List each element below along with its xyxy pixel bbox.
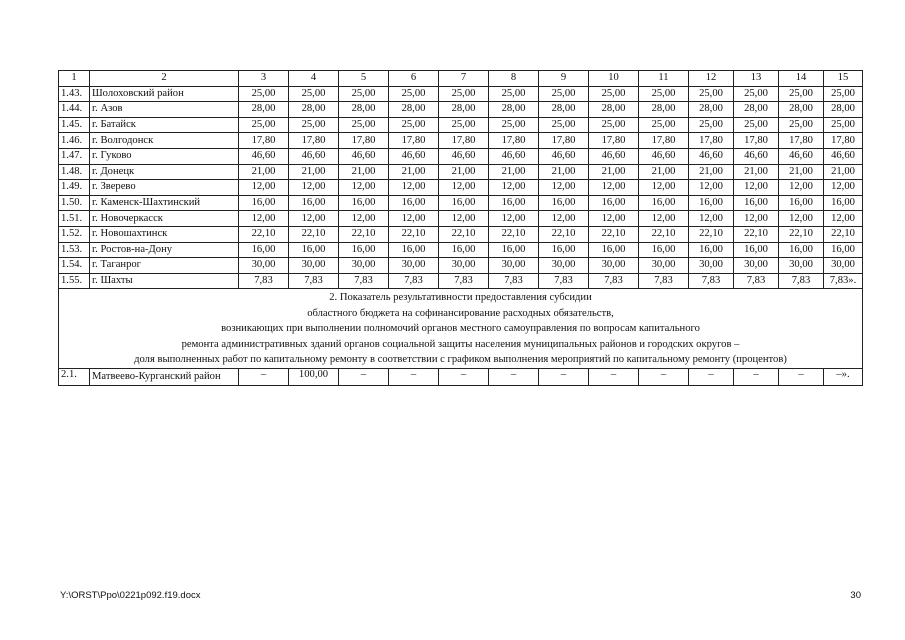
value-cell: 25,00 [824,117,863,133]
section-heading-line: ремонта административных зданий органов социальной защиты населения муниципальных районов и городских округов – [181,338,740,350]
value-cell: 7,83 [339,273,389,289]
value-cell: 28,00 [339,102,389,118]
table-row [59,226,863,242]
value-cell: 16,00 [289,195,339,211]
value-cell: 30,00 [539,258,589,274]
value-cell: 12,00 [439,211,489,227]
data-table [58,70,863,386]
value-cell: 12,00 [339,180,389,196]
value-cell: 22,10 [779,226,824,242]
value-cell: 25,00 [539,117,589,133]
value-cell: 16,00 [589,195,639,211]
table-row [59,211,863,227]
row-number-cell: 1.52. [59,226,90,242]
table-row [59,258,863,274]
value-cell: 28,00 [439,102,489,118]
section-heading-line: 2. Показатель результативности предоставления субсидии [329,292,592,304]
value-cell: 12,00 [389,211,439,227]
value-cell: 7,83 [589,273,639,289]
value-cell: 25,00 [639,117,689,133]
table-row [59,148,863,164]
value-cell: 30,00 [489,258,539,274]
value-cell: 16,00 [589,242,639,258]
value-cell: 16,00 [289,242,339,258]
value-cell: 30,00 [824,258,863,274]
page-number: 30 [850,590,861,601]
value-cell: 22,10 [734,226,779,242]
table-row [59,86,863,102]
header-cell: 9 [539,71,589,87]
value-cell: 46,60 [539,148,589,164]
value-cell: 100,00 [289,369,339,386]
value-cell: – [734,369,779,386]
value-cell: 30,00 [339,258,389,274]
value-cell: 7,83 [734,273,779,289]
value-cell: 25,00 [289,117,339,133]
value-cell: 21,00 [639,164,689,180]
value-cell: – [539,369,589,386]
value-cell: 16,00 [339,195,389,211]
value-cell: 28,00 [689,102,734,118]
value-cell: 28,00 [734,102,779,118]
value-cell: 7,83 [389,273,439,289]
value-cell: 28,00 [389,102,439,118]
value-cell: 21,00 [779,164,824,180]
value-cell: 30,00 [689,258,734,274]
value-cell: 16,00 [689,195,734,211]
value-cell: 25,00 [239,86,289,102]
value-cell: – [239,369,289,386]
row-number-cell: 2.1. [59,369,90,386]
value-cell: 46,60 [389,148,439,164]
value-cell: 17,80 [779,133,824,149]
header-cell: 5 [339,71,389,87]
municipality-cell: г. Зверево [90,180,239,196]
value-cell: 16,00 [539,242,589,258]
value-cell: 30,00 [289,258,339,274]
value-cell: 25,00 [389,86,439,102]
value-cell: 28,00 [824,102,863,118]
value-cell: 17,80 [389,133,439,149]
value-cell: 12,00 [639,180,689,196]
value-cell: – [689,369,734,386]
value-cell: 12,00 [734,211,779,227]
value-cell: 16,00 [389,242,439,258]
value-cell: 7,83». [824,273,863,289]
value-cell: 21,00 [439,164,489,180]
value-cell: 12,00 [824,180,863,196]
municipality-cell: г. Новошахтинск [90,226,239,242]
value-cell: 17,80 [489,133,539,149]
row-number-cell: 1.47. [59,148,90,164]
value-cell: 25,00 [439,86,489,102]
value-cell: 30,00 [239,258,289,274]
value-cell: 12,00 [339,211,389,227]
value-cell: 25,00 [339,117,389,133]
value-cell: 21,00 [289,164,339,180]
value-cell: 28,00 [239,102,289,118]
value-cell: 16,00 [239,242,289,258]
value-cell: 46,60 [734,148,779,164]
value-cell: 46,60 [289,148,339,164]
value-cell: 17,80 [639,133,689,149]
value-cell: 12,00 [289,211,339,227]
value-cell: 21,00 [734,164,779,180]
table-row [59,369,863,386]
value-cell: 46,60 [824,148,863,164]
value-cell: 21,00 [824,164,863,180]
value-cell: 12,00 [734,180,779,196]
value-cell: 25,00 [689,117,734,133]
value-cell: – [439,369,489,386]
table-header-row [59,71,863,87]
value-cell: 16,00 [239,195,289,211]
value-cell: 25,00 [239,117,289,133]
value-cell: 12,00 [289,180,339,196]
value-cell: 25,00 [489,86,539,102]
value-cell: 22,10 [339,226,389,242]
value-cell: 21,00 [389,164,439,180]
municipality-cell: г. Каменск-Шахтинский [90,195,239,211]
value-cell: 25,00 [779,86,824,102]
value-cell: 12,00 [779,211,824,227]
value-cell: 25,00 [689,86,734,102]
value-cell: 16,00 [489,195,539,211]
value-cell: 25,00 [539,86,589,102]
value-cell: – [489,369,539,386]
row-number-cell: 1.51. [59,211,90,227]
value-cell: 46,60 [339,148,389,164]
value-cell: 22,10 [589,226,639,242]
value-cell: 30,00 [639,258,689,274]
value-cell: 16,00 [779,195,824,211]
municipality-cell: г. Донецк [90,164,239,180]
value-cell: 28,00 [639,102,689,118]
value-cell: 25,00 [339,86,389,102]
header-cell: 4 [289,71,339,87]
value-cell: – [339,369,389,386]
header-cell: 15 [824,71,863,87]
table-row [59,273,863,289]
value-cell: – [779,369,824,386]
table-row [59,133,863,149]
value-cell: 7,83 [239,273,289,289]
row-number-cell: 1.45. [59,117,90,133]
municipality-cell: г. Ростов-на-Дону [90,242,239,258]
value-cell: 22,10 [489,226,539,242]
value-cell: 28,00 [539,102,589,118]
section-heading-line: областного бюджета на софинансирование расходных обязательств, [307,307,614,319]
value-cell: 30,00 [439,258,489,274]
value-cell: 46,60 [439,148,489,164]
value-cell: 16,00 [824,195,863,211]
header-cell: 6 [389,71,439,87]
section-heading [59,289,863,369]
section-heading-line: возникающих при выполнении полномочий органов местного самоуправления по вопросам капитального [221,323,700,335]
value-cell: 21,00 [539,164,589,180]
value-cell: 22,10 [389,226,439,242]
value-cell: 16,00 [389,195,439,211]
value-cell: 25,00 [289,86,339,102]
value-cell: 16,00 [734,242,779,258]
value-cell: 30,00 [389,258,439,274]
value-cell: 17,80 [824,133,863,149]
value-cell: 12,00 [779,180,824,196]
value-cell: 12,00 [689,211,734,227]
value-cell: 17,80 [339,133,389,149]
value-cell: 12,00 [539,180,589,196]
value-cell: 46,60 [489,148,539,164]
value-cell: 28,00 [489,102,539,118]
header-cell: 7 [439,71,489,87]
value-cell: 25,00 [439,117,489,133]
value-cell: –». [824,369,863,386]
value-cell: 25,00 [734,117,779,133]
row-number-cell: 1.43. [59,86,90,102]
row-number-cell: 1.49. [59,180,90,196]
value-cell: 30,00 [589,258,639,274]
row-number-cell: 1.54. [59,258,90,274]
value-cell: 7,83 [439,273,489,289]
value-cell: 16,00 [439,242,489,258]
row-number-cell: 1.44. [59,102,90,118]
value-cell: 12,00 [489,211,539,227]
header-cell: 3 [239,71,289,87]
municipality-cell: Шолоховский район [90,86,239,102]
section-heading-row [59,289,863,369]
value-cell: 22,10 [824,226,863,242]
value-cell: 46,60 [779,148,824,164]
value-cell: 46,60 [689,148,734,164]
value-cell: 25,00 [824,86,863,102]
value-cell: 7,83 [779,273,824,289]
value-cell: 22,10 [239,226,289,242]
value-cell: 17,80 [689,133,734,149]
value-cell: 7,83 [539,273,589,289]
value-cell: 22,10 [439,226,489,242]
value-cell: 7,83 [289,273,339,289]
value-cell: 16,00 [439,195,489,211]
value-cell: 17,80 [289,133,339,149]
table-row [59,180,863,196]
row-number-cell: 1.50. [59,195,90,211]
municipality-cell: г. Таганрог [90,258,239,274]
value-cell: 21,00 [689,164,734,180]
value-cell: 16,00 [489,242,539,258]
value-cell: 22,10 [289,226,339,242]
value-cell: 16,00 [779,242,824,258]
header-cell: 11 [639,71,689,87]
value-cell: 12,00 [239,180,289,196]
municipality-cell: г. Шахты [90,273,239,289]
value-cell: 22,10 [539,226,589,242]
value-cell: 17,80 [734,133,779,149]
value-cell: 28,00 [779,102,824,118]
municipality-cell: г. Батайск [90,117,239,133]
row-number-cell: 1.48. [59,164,90,180]
value-cell: 21,00 [239,164,289,180]
header-cell: 12 [689,71,734,87]
value-cell: 16,00 [539,195,589,211]
value-cell: 25,00 [639,86,689,102]
value-cell: 16,00 [689,242,734,258]
header-cell: 14 [779,71,824,87]
value-cell: 12,00 [639,211,689,227]
value-cell: 25,00 [734,86,779,102]
value-cell: 46,60 [239,148,289,164]
value-cell: 16,00 [339,242,389,258]
municipality-cell: г. Азов [90,102,239,118]
section-heading-line: доля выполненных работ по капитальному ремонту в соответствии с графиком выполнения мероприятий по капитальному ремонту (процентов) [134,353,787,365]
municipality-cell: Матвеево-Курганский район [90,369,239,386]
value-cell: 30,00 [734,258,779,274]
table-row [59,102,863,118]
value-cell: 25,00 [589,86,639,102]
value-cell: 12,00 [389,180,439,196]
value-cell: 16,00 [639,195,689,211]
header-cell: 13 [734,71,779,87]
value-cell: – [639,369,689,386]
value-cell: 17,80 [239,133,289,149]
row-number-cell: 1.53. [59,242,90,258]
value-cell: 17,80 [589,133,639,149]
value-cell: 7,83 [639,273,689,289]
value-cell: 17,80 [539,133,589,149]
value-cell: 12,00 [239,211,289,227]
value-cell: 12,00 [824,211,863,227]
value-cell: 16,00 [734,195,779,211]
value-cell: 25,00 [779,117,824,133]
value-cell: 46,60 [589,148,639,164]
value-cell: 25,00 [489,117,539,133]
value-cell: 28,00 [589,102,639,118]
header-cell: 10 [589,71,639,87]
value-cell: 28,00 [289,102,339,118]
value-cell: 16,00 [639,242,689,258]
value-cell: – [589,369,639,386]
value-cell: 7,83 [689,273,734,289]
value-cell: 16,00 [824,242,863,258]
value-cell: 12,00 [489,180,539,196]
table-row [59,164,863,180]
value-cell: 30,00 [779,258,824,274]
value-cell: 12,00 [589,211,639,227]
table-row [59,117,863,133]
table-row [59,242,863,258]
value-cell: 22,10 [689,226,734,242]
footer-file-path: Y:\ORST\Ppo\0221p092.f19.docx [60,590,201,601]
row-number-cell: 1.46. [59,133,90,149]
table-row [59,195,863,211]
table-body [59,71,863,386]
value-cell: 25,00 [589,117,639,133]
value-cell: 12,00 [589,180,639,196]
value-cell: 21,00 [339,164,389,180]
municipality-cell: г. Гуково [90,148,239,164]
value-cell: 46,60 [639,148,689,164]
value-cell: 17,80 [439,133,489,149]
value-cell: 12,00 [439,180,489,196]
value-cell: 7,83 [489,273,539,289]
value-cell: – [389,369,439,386]
header-cell: 2 [90,71,239,87]
value-cell: 22,10 [639,226,689,242]
value-cell: 21,00 [489,164,539,180]
row-number-cell: 1.55. [59,273,90,289]
value-cell: 12,00 [689,180,734,196]
municipality-cell: г. Новочеркасск [90,211,239,227]
municipality-cell: г. Волгодонск [90,133,239,149]
value-cell: 12,00 [539,211,589,227]
value-cell: 25,00 [389,117,439,133]
value-cell: 21,00 [589,164,639,180]
header-cell: 8 [489,71,539,87]
header-cell: 1 [59,71,90,87]
